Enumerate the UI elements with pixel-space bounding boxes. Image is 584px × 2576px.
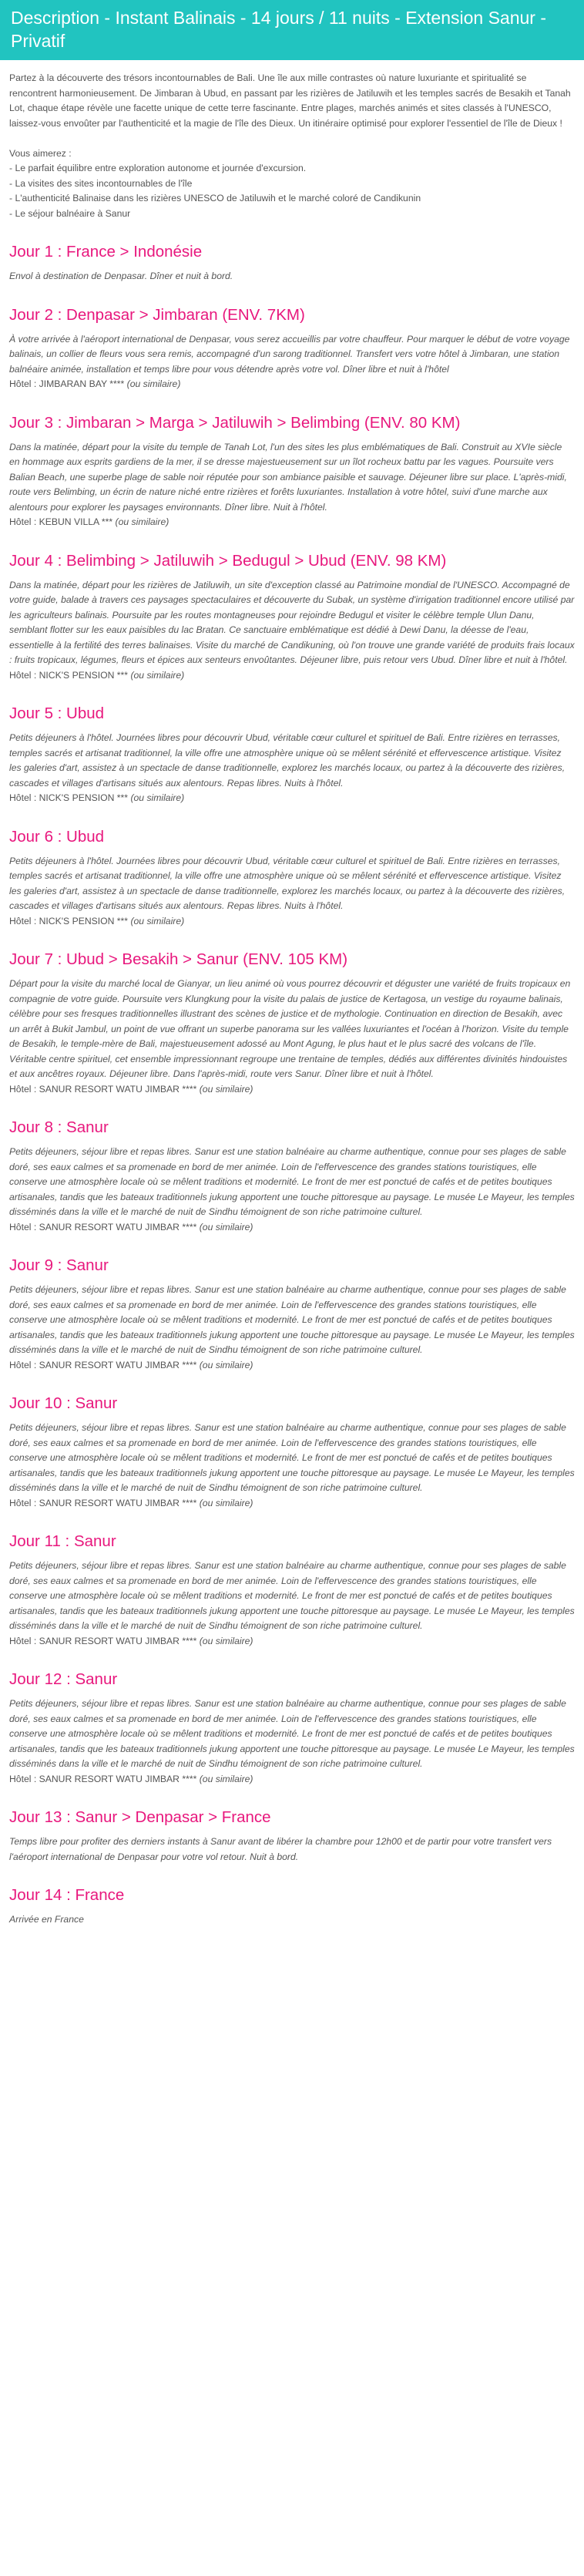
hotel-suffix: (ou similaire)	[199, 1635, 253, 1646]
hotel-name: Hôtel : SANUR RESORT WATU JIMBAR ****	[9, 1635, 197, 1646]
day-hotel	[9, 515, 575, 530]
day-hotel	[9, 1634, 575, 1650]
hotel-suffix: (ou similaire)	[130, 669, 185, 681]
hotel-name: Hôtel : SANUR RESORT WATU JIMBAR ****	[9, 1083, 197, 1095]
day-title: Jour 1 : France > Indonésie	[9, 243, 203, 261]
day-hotel	[9, 791, 575, 806]
day-hotel	[9, 1358, 575, 1374]
day-description: Petits déjeuners, séjour libre et repas libres. Sanur est une station balnéaire au charme authentique, connue pour ses plages de sable doré, ses eaux calmes et sa promenade en bord de mer animée. Loin de l'effervescence des grandes stations touristiques, elle conserve une atmosphère locale où se mêlent traditions et modernité. Le front de mer est ponctué de cafés et de petites boutiques artisanales, tandis que les bateaux traditionnels jukung apportent une touche pittoresque au paysage. Le musée Le Mayeur, les temples disséminés dans la ville et le marché de nuit de Sindhu témoignent de son riche patrimoine culturel.	[9, 1698, 575, 1769]
intro-section	[9, 71, 575, 221]
day-hotel	[9, 377, 575, 392]
day-description: Dans la matinée, départ pour la visite du temple de Tanah Lot, l'un des sites les plus emblématiques de Bali. Construit au XVIe siècle en hommage aux esprits gardiens de la mer, il se dresse majestueusement sur un îlot rocheux battu par les vagues. Poursuite vers Balian Beach, une superbe plage de sable noir réputée pour son ambiance paisible et sauvage. Déjeuner libre sur place. L'après-midi, route vers Belimbing, un écrin de nature niché entre rizières et forêts luxuriantes. Installation à votre hôtel, suivi d'une marche aux alentours pour explorer les paysages environnants. Dîner libre. Nuit à l'hôtel.	[9, 441, 567, 513]
day-title: Jour 2 : Denpasar > Jimbaran (ENV. 7KM)	[9, 305, 305, 324]
day-section	[9, 1255, 575, 1373]
day-title: Jour 10 : Sanur	[9, 1394, 118, 1412]
day-section	[9, 241, 575, 284]
hotel-name: Hôtel : NICK'S PENSION ***	[9, 915, 129, 926]
content	[0, 71, 584, 1928]
hotel-suffix: (ou similaire)	[199, 1221, 253, 1233]
highlight-item: - La visites des sites incontournables de l'île	[9, 177, 193, 189]
highlight-item: - Le séjour balnéaire à Sanur	[9, 207, 131, 219]
highlight-item: - L'authenticité Balinaise dans les rizières UNESCO de Jatiluwih et le marché coloré de Candikunin	[9, 193, 421, 203]
day-title: Jour 13 : Sanur > Denpasar > France	[9, 1808, 271, 1826]
day-section	[9, 1393, 575, 1511]
day-hotel	[9, 1220, 575, 1236]
day-section	[9, 703, 575, 806]
highlight-item: - Le parfait équilibre entre exploration autonome et journée d'excursion.	[9, 163, 307, 173]
hotel-suffix: (ou similaire)	[199, 1497, 253, 1508]
day-section	[9, 1807, 575, 1865]
hotel-name: Hôtel : KEBUN VILLA ***	[9, 516, 113, 527]
day-hotel	[9, 914, 575, 930]
intro-paragraph: Partez à la découverte des trésors incontournables de Bali. Une île aux mille contrastes où nature luxuriante et spiritualité se rencontrent harmonieusement. De Jimbaran à Ubud, en passant par les rizières de Jatiluwih et les temples sacrés de Besakih et Tanah Lot, chaque étape révèle une facette unique de cette terre fascinante. Entre plages, marchés animés et sites classés à l'UNESCO, laissez-vous envoûter par l'authenticité et la magie de l'île des Dieux. Un itinéraire optimisé pour explorer l'essentiel de l'île de Dieux !	[9, 72, 571, 129]
day-title: Jour 6 : Ubud	[9, 827, 105, 846]
hotel-suffix: (ou similaire)	[199, 1359, 253, 1370]
hotel-name: Hôtel : SANUR RESORT WATU JIMBAR ****	[9, 1773, 197, 1784]
day-description: Arrivée en France	[9, 1914, 84, 1925]
highlights-title: Vous aimerez :	[9, 147, 72, 159]
day-title: Jour 7 : Ubud > Besakih > Sanur (ENV. 105 KM)	[9, 950, 348, 968]
day-description: Petits déjeuners, séjour libre et repas libres. Sanur est une station balnéaire au charme authentique, connue pour ses plages de sable doré, ses eaux calmes et sa promenade en bord de mer animée. Loin de l'effervescence des grandes stations touristiques, elle conserve une atmosphère locale où se mêlent traditions et modernité. Le front de mer est ponctué de cafés et de petites boutiques artisanales, tandis que les bateaux traditionnels jukung apportent une touche pittoresque au paysage. Le musée Le Mayeur, les temples disséminés dans la ville et le marché de nuit de Sindhu témoignent de son riche patrimoine culturel.	[9, 1560, 575, 1631]
day-description: Petits déjeuners, séjour libre et repas libres. Sanur est une station balnéaire au charme authentique, connue pour ses plages de sable doré, ses eaux calmes et sa promenade en bord de mer animée. Loin de l'effervescence des grandes stations touristiques, elle conserve une atmosphère locale où se mêlent traditions et modernité. Le front de mer est ponctué de cafés et de petites boutiques artisanales, tandis que les bateaux traditionnels jukung apportent une touche pittoresque au paysage. Le musée Le Mayeur, les temples disséminés dans la ville et le marché de nuit de Sindhu témoignent de son riche patrimoine culturel.	[9, 1422, 575, 1493]
hotel-suffix: (ou similaire)	[130, 792, 185, 803]
day-title: Jour 9 : Sanur	[9, 1256, 109, 1274]
day-title: Jour 4 : Belimbing > Jatiluwih > Bedugul > Ubud (ENV. 98 KM)	[9, 551, 447, 570]
day-section	[9, 1885, 575, 1928]
day-section	[9, 826, 575, 930]
hotel-name: Hôtel : NICK'S PENSION ***	[9, 669, 129, 681]
day-description: Petits déjeuners, séjour libre et repas libres. Sanur est une station balnéaire au charme authentique, connue pour ses plages de sable doré, ses eaux calmes et sa promenade en bord de mer animée. Loin de l'effervescence des grandes stations touristiques, elle conserve une atmosphère locale où se mêlent traditions et modernité. Le front de mer est ponctué de cafés et de petites boutiques artisanales, tandis que les bateaux traditionnels jukung apportent une touche pittoresque au paysage. Le musée Le Mayeur, les temples disséminés dans la ville et le marché de nuit de Sindhu témoignent de son riche patrimoine culturel.	[9, 1284, 575, 1355]
day-section	[9, 412, 575, 530]
hotel-name: Hôtel : NICK'S PENSION ***	[9, 792, 129, 803]
hotel-suffix: (ou similaire)	[199, 1083, 253, 1095]
day-section	[9, 550, 575, 684]
day-description: À votre arrivée à l'aéroport international de Denpasar, vous serez accueillis par votre chauffeur. Pour marquer le début de votre voyage balinais, un collier de fleurs vous sera remis, accompagné d'un sarong traditionnel. Transfert vers votre hôtel à Jimbaran, une station balnéaire animée, installation et temps libre pour vous détendre après votre vol. Dîner libre et nuit à l'hôtel	[9, 333, 570, 375]
day-description: Petits déjeuners, séjour libre et repas libres. Sanur est une station balnéaire au charme authentique, connue pour ses plages de sable doré, ses eaux calmes et sa promenade en bord de mer animée. Loin de l'effervescence des grandes stations touristiques, elle conserve une atmosphère locale où se mêlent traditions et modernité. Le front de mer est ponctué de cafés et de petites boutiques artisanales, tandis que les bateaux traditionnels jukung apportent une touche pittoresque au paysage. Le musée Le Mayeur, les temples disséminés dans la ville et le marché de nuit de Sindhu témoignent de son riche patrimoine culturel.	[9, 1146, 575, 1217]
day-title: Jour 11 : Sanur	[9, 1532, 116, 1550]
hotel-name: Hôtel : SANUR RESORT WATU JIMBAR ****	[9, 1221, 197, 1233]
hotel-name: Hôtel : JIMBARAN BAY ****	[9, 378, 125, 389]
day-section	[9, 949, 575, 1097]
day-title: Jour 8 : Sanur	[9, 1118, 109, 1136]
day-description: Départ pour la visite du marché local de Gianyar, un lieu animé où vous pourrez découvrir et déguster une variété de fruits tropicaux en compagnie de votre guide. Poursuite vers Klungkung pour la visite du palais de justice de Kertagosa, un vestige du royaume balinais, célèbre pour ses fresques traditionnelles illustrant des scènes de justice et de mythologie. Continuation en direction de Besakih, avec un arrêt à Bukit Jambul, un point de vue offrant un superbe panorama sur les vallées luxuriantes et l'océan à l'horizon. Visite du temple de Besakih, le temple-mère de Bali, majestueusement adossé au Mont Agung, le plus haut et le plus sacré des volcans de l'île. Véritable centre spirituel, cet ensemble impressionnant regroupe une trentaine de temples, dédiés aux différentes divinités hindouistes et aux ancêtres royaux. Déjeuner libre. Dans l'après-midi, route vers Sanur. Dîner libre et nuit à l'hôtel.	[9, 978, 571, 1079]
hotel-name: Hôtel : SANUR RESORT WATU JIMBAR ****	[9, 1359, 197, 1370]
day-section	[9, 1117, 575, 1235]
itinerary	[9, 241, 575, 1928]
day-title: Jour 12 : Sanur	[9, 1670, 118, 1688]
day-title: Jour 5 : Ubud	[9, 705, 105, 722]
day-section	[9, 304, 575, 392]
day-description: Petits déjeuners à l'hôtel. Journées libres pour découvrir Ubud, véritable cœur culturel et spirituel de Bali. Entre rizières en terrasses, temples sacrés et artisanat traditionnel, la ville offre une atmosphère unique où se mêlent sérénité et effervescence artistique. Visitez les galeries d'art, assistez à un spectacle de danse traditionnelle, explorez les marchés locaux, ou partez à la découverte des rizières, cascades et villages d'artisans situés aux alentours. Repas libres. Nuits à l'hôtel.	[9, 732, 566, 789]
hotel-name: Hôtel : SANUR RESORT WATU JIMBAR ****	[9, 1497, 197, 1508]
day-section	[9, 1669, 575, 1787]
day-hotel	[9, 1496, 575, 1512]
day-description: Envol à destination de Denpasar. Dîner et nuit à bord.	[9, 271, 233, 281]
page-title-banner	[0, 0, 584, 60]
page-title: Description - Instant Balinais - 14 jours / 11 nuits - Extension Sanur - Privatif	[11, 8, 547, 51]
day-description: Petits déjeuners à l'hôtel. Journées libres pour découvrir Ubud, véritable cœur culturel et spirituel de Bali. Entre rizières en terrasses, temples sacrés et artisanat traditionnel, la ville offre une atmosphère unique où se mêlent sérénité et effervescence artistique. Visitez les galeries d'art, assistez à un spectacle de danse traditionnelle, explorez les marchés locaux, ou partez à la découverte des rizières, cascades et villages d'artisans situés aux alentours. Repas libres. Nuits à l'hôtel.	[9, 855, 566, 911]
day-description: Dans la matinée, départ pour les rizières de Jatiluwih, un site d'exception classé au Patrimoine mondial de l'UNESCO. Accompagné de votre guide, balade à travers ces paysages spectaculaires et découverte du Subak, un système d'irrigation traditionnel encore utilisé par les agriculteurs balinais. Poursuite par les routes montagneuses pour rejoindre Bedugul et visiter le célèbre temple Ulun Danu, semblant flotter sur les eaux paisibles du lac Bratan. Ce sanctuaire emblématique est dédié à Dewi Danu, la déesse de l'eau, essentielle à la fertilité des terres balinaises. Visite du marché de Candikuning, où l'on trouve une grande variété de produits frais locaux : fruits tropicaux, légumes, fleurs et épices aux senteurs envoûtantes. Déjeuner libre, puis retour vers Ubud. Dîner libre et nuit à l'hôtel.	[9, 579, 575, 665]
day-title: Jour 3 : Jimbaran > Marga > Jatiluwih > Belimbing (ENV. 80 KM)	[9, 413, 461, 432]
hotel-suffix: (ou similaire)	[199, 1773, 253, 1784]
day-hotel	[9, 1772, 575, 1787]
day-title: Jour 14 : France	[9, 1886, 125, 1904]
hotel-suffix: (ou similaire)	[115, 516, 169, 527]
day-hotel	[9, 1082, 575, 1098]
hotel-suffix: (ou similaire)	[130, 915, 185, 926]
day-hotel	[9, 668, 575, 684]
day-section	[9, 1531, 575, 1649]
day-description: Temps libre pour profiter des derniers instants à Sanur avant de libérer la chambre pour 12h00 et de partir pour votre transfert vers l'aéroport international de Denpasar pour votre vol retour. Nuit à bord.	[9, 1836, 552, 1862]
hotel-suffix: (ou similaire)	[126, 378, 181, 389]
